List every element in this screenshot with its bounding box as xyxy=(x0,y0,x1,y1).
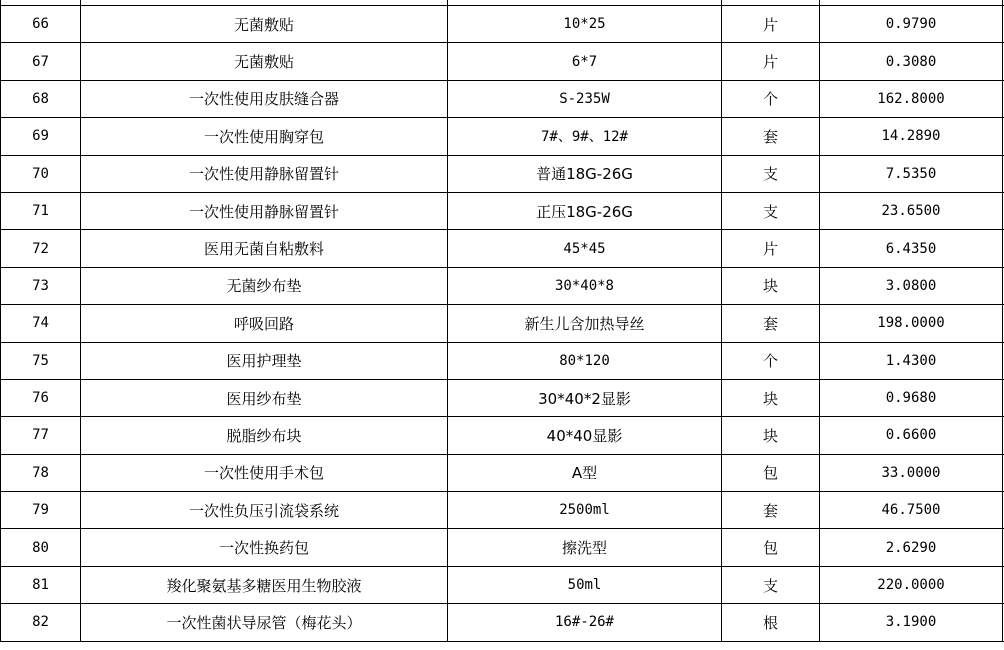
cell-price: 0.3080 xyxy=(820,43,1003,79)
table-row xyxy=(0,156,1004,193)
cell-price: 23.6500 xyxy=(820,193,1003,229)
cell-spec: A型 xyxy=(448,455,722,491)
cell-no: 78 xyxy=(0,455,81,491)
cell-no: 71 xyxy=(0,193,81,229)
cell-no: 70 xyxy=(0,156,81,192)
table-body xyxy=(0,6,1004,642)
cell-price: 0.6600 xyxy=(820,417,1003,453)
cell-spec: 7#、9#、12# xyxy=(448,118,722,154)
table-row xyxy=(0,492,1004,529)
cell-unit: 套 xyxy=(722,305,820,341)
cell-name: 一次性使用静脉留置针 xyxy=(81,156,448,192)
table-row xyxy=(0,417,1004,454)
cell-unit: 包 xyxy=(722,529,820,565)
cell-price: 33.0000 xyxy=(820,455,1003,491)
cell-name: 无菌纱布垫 xyxy=(81,268,448,304)
cell-no: 75 xyxy=(0,343,81,379)
cell-unit: 片 xyxy=(722,6,820,42)
cell-spec: 80*120 xyxy=(448,343,722,379)
table-row xyxy=(0,529,1004,566)
cell-name: 一次性使用静脉留置针 xyxy=(81,193,448,229)
cell-no: 74 xyxy=(0,305,81,341)
cell-no: 73 xyxy=(0,268,81,304)
cell-spec: 6*7 xyxy=(448,43,722,79)
cell-price: 0.9680 xyxy=(820,380,1003,416)
cell-unit: 套 xyxy=(722,118,820,154)
cell-spec: 50ml xyxy=(448,567,722,603)
cell-unit: 个 xyxy=(722,81,820,117)
cell-name: 一次性使用皮肤缝合器 xyxy=(81,81,448,117)
cell-spec xyxy=(448,0,722,5)
cell-price: 3.0800 xyxy=(820,268,1003,304)
cell-price: 0.9790 xyxy=(820,6,1003,42)
cell-spec: 40*40显影 xyxy=(448,417,722,453)
cell-no: 79 xyxy=(0,492,81,528)
cell-price: 162.8000 xyxy=(820,81,1003,117)
cell-price: 7.5350 xyxy=(820,156,1003,192)
cell-unit: 包 xyxy=(722,455,820,491)
cell-name: 一次性菌状导尿管（梅花头） xyxy=(81,604,448,640)
cell-unit: 片 xyxy=(722,43,820,79)
cell-unit: 支 xyxy=(722,193,820,229)
cell-no xyxy=(0,0,81,5)
cell-name: 无菌敷贴 xyxy=(81,43,448,79)
cell-no: 69 xyxy=(0,118,81,154)
cell-name: 医用纱布垫 xyxy=(81,380,448,416)
cell-spec: 30*40*2显影 xyxy=(448,380,722,416)
cell-no: 66 xyxy=(0,6,81,42)
cell-spec: 普通18G-26G xyxy=(448,156,722,192)
cell-unit: 套 xyxy=(722,492,820,528)
cell-spec: 16#-26# xyxy=(448,604,722,640)
cell-name: 一次性使用胸穿包 xyxy=(81,118,448,154)
cell-spec: S-235W xyxy=(448,81,722,117)
table-row xyxy=(0,305,1004,342)
table-row xyxy=(0,230,1004,267)
cell-price: 6.4350 xyxy=(820,230,1003,266)
cell-no: 81 xyxy=(0,567,81,603)
cell-price: 1.4300 xyxy=(820,343,1003,379)
cell-no: 80 xyxy=(0,529,81,565)
cell-no: 72 xyxy=(0,230,81,266)
cell-price: 2.6290 xyxy=(820,529,1003,565)
cell-spec: 擦洗型 xyxy=(448,529,722,565)
cell-unit: 个 xyxy=(722,343,820,379)
cell-price: 3.1900 xyxy=(820,604,1003,640)
table-row xyxy=(0,343,1004,380)
cell-name: 医用无菌自粘敷料 xyxy=(81,230,448,266)
table-row xyxy=(0,193,1004,230)
cell-unit: 块 xyxy=(722,268,820,304)
cell-no: 68 xyxy=(0,81,81,117)
cell-unit: 支 xyxy=(722,567,820,603)
table-row xyxy=(0,43,1004,80)
cell-spec: 10*25 xyxy=(448,6,722,42)
table-row xyxy=(0,567,1004,604)
cell-name: 一次性负压引流袋系统 xyxy=(81,492,448,528)
table-row xyxy=(0,380,1004,417)
cell-name: 羧化聚氨基多糖医用生物胶液 xyxy=(81,567,448,603)
cell-name: 无菌敷贴 xyxy=(81,6,448,42)
table-row xyxy=(0,604,1004,641)
cell-unit: 片 xyxy=(722,230,820,266)
cell-price xyxy=(820,0,1003,5)
cell-name: 呼吸回路 xyxy=(81,305,448,341)
cell-name: 脱脂纱布块 xyxy=(81,417,448,453)
cell-unit: 支 xyxy=(722,156,820,192)
cell-spec: 2500ml xyxy=(448,492,722,528)
cell-no: 77 xyxy=(0,417,81,453)
cell-spec: 30*40*8 xyxy=(448,268,722,304)
cell-no: 67 xyxy=(0,43,81,79)
cell-name xyxy=(81,0,448,5)
table-row xyxy=(0,81,1004,118)
cell-price: 220.0000 xyxy=(820,567,1003,603)
cell-price: 46.7500 xyxy=(820,492,1003,528)
table-row xyxy=(0,268,1004,305)
table-row xyxy=(0,6,1004,43)
cell-unit: 块 xyxy=(722,417,820,453)
cell-unit: 块 xyxy=(722,380,820,416)
table-row xyxy=(0,118,1004,155)
cell-name: 医用护理垫 xyxy=(81,343,448,379)
cell-price: 14.2890 xyxy=(820,118,1003,154)
cell-no: 76 xyxy=(0,380,81,416)
cell-price: 198.0000 xyxy=(820,305,1003,341)
cell-name: 一次性换药包 xyxy=(81,529,448,565)
cell-spec: 45*45 xyxy=(448,230,722,266)
cell-spec: 正压18G-26G xyxy=(448,193,722,229)
cell-unit: 根 xyxy=(722,604,820,640)
cell-no: 82 xyxy=(0,604,81,640)
cell-name: 一次性使用手术包 xyxy=(81,455,448,491)
cell-spec: 新生儿含加热导丝 xyxy=(448,305,722,341)
cell-unit xyxy=(722,0,820,5)
table-row xyxy=(0,455,1004,492)
